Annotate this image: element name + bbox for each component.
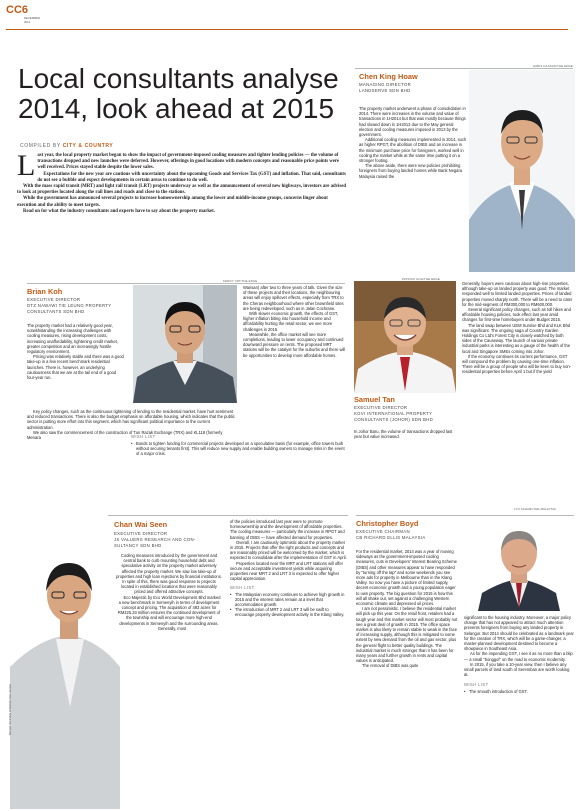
samuel-text-col-1	[354, 429, 454, 439]
page-title	[18, 64, 348, 124]
samuel-portrait-icon	[354, 281, 456, 393]
chen-paragraph-2: Additional cooling measures implemented in 2014, such as higher RPGT, the abolition of DIBS and an increase in the minimum purchase price for foreigners, worked well in cooling the market while at the same time putting it on a stronger footing.	[359, 137, 467, 164]
chan-role-1: EXECUTIVE DIRECTOR	[114, 531, 168, 536]
brian-paragraph-6: With slower economic growth, the effects of GST, higher inflation biting into household income and affordability hurting the retail sector, we see more challenges in 2015.	[243, 311, 339, 332]
boyd-paragraph-5: As for the impending GST, I see it as no more than a blip — a small "bonggol" on the road to economic modernity.	[464, 651, 573, 662]
brian-wishlist-title: WISH LIST	[131, 434, 156, 439]
boyd-photo	[464, 521, 574, 611]
samuel-role-1: EXECUTIVE DIRECTOR	[354, 405, 408, 410]
brian-text-col-1	[27, 323, 125, 380]
samuel-paragraph-4: The land swap between UEM Sunrise Bhd and KLK Bhd was significant. The ongoing saga of Country Garden Holdings Co Ltd's Forest City is closely watched by both sides of the Causeway. The launch of various private industrial parks is interesting as a gauge of the health of the local and Singapore SMEs coming into Johor.	[462, 322, 571, 354]
chan-wishlist-list	[230, 592, 348, 618]
brian-portrait-icon	[133, 285, 237, 403]
intro-paragraph-3: With the mass rapid transit (MRT) and light rail transit (LRT) projects underway as well as the announcement of several new highways, investors are advised to look at properties located along the rail lines and roads and close to the stations.	[17, 184, 347, 196]
boyd-role-2: CB RICHARD ELLIS MALAYSIA	[356, 535, 426, 540]
boyd-name: Christopher Boyd	[356, 519, 419, 528]
chan-paragraph-3: Generally, most	[157, 625, 187, 631]
chan-paragraph-4: of the policies introduced last year were to promote homeownership and the development of affordable properties. The cooling measures — particularly the increase in RPGT and banning of DIBS — have affected demand for properties.	[230, 519, 345, 540]
chen-text	[359, 106, 467, 179]
chen-portrait-icon	[469, 70, 575, 272]
byline-prefix: COMPILED BY	[20, 143, 61, 149]
chan-paragraph-1: Cooling measures introduced by the government and central bank to curb mounting household debt and speculative activity on the property market adversely affected the property market. We saw low take-up of properties and high loan rejections by financial institutions. In spite of this, there was good response to projects located in established locations that were reasonably priced and offered attractive concepts.	[116, 553, 222, 595]
boyd-paragraph-4: significant to the housing industry. Moreover, a major policy change that has not appeared to attract much attention prevents foreigners from buying any landed property in Selangor. But 2014 should be celebrated as a landmark year for the creation of TRX, which will be a game-changer, a master-planned development destined to become a showpiece in Southeast Asia.	[464, 615, 574, 652]
chan-wish-1: • The Malaysian economy continues to achieve high growth in 2015 and the interest rates remain at a level that accommodates growth.	[230, 592, 348, 608]
byline-author: CITY & COUNTRY	[62, 143, 114, 149]
issue-date-line-2: 2014	[24, 20, 31, 24]
boyd-wishlist-title: WISH LIST	[464, 682, 489, 688]
brian-paragraph-4: We also saw the commencement of the construction of Tun Razak Exchange (TRX) and KL118 (formerly Menara	[27, 429, 223, 441]
chan-wishlist-title: WISH LIST	[230, 585, 255, 591]
boyd-wishlist-list	[464, 689, 574, 694]
samuel-profile	[354, 277, 576, 511]
chan-photo-credit: MOHD SOPIAN OSMAN/THE EDGE	[8, 683, 12, 735]
header-rule	[6, 29, 568, 30]
chan-text-col-1	[116, 553, 222, 631]
chen-role-1: MANAGING DIRECTOR	[359, 82, 412, 87]
brian-text-col-2	[243, 285, 347, 358]
brian-photo-credit: KENNY YAP/THE EDGE	[223, 279, 258, 283]
chen-rule	[355, 68, 573, 69]
headline-line-2: 2014, look ahead at 2015	[18, 93, 335, 124]
issue-date-line-1: DECEMBER	[24, 16, 40, 20]
chan-profile	[10, 515, 350, 805]
chan-name: Chan Wai Seen	[114, 520, 168, 529]
chan-wish-2: • The introduction of MRT 2 and LRT 3 will be swift to encourage property development activity in the Klang Valley.	[230, 607, 348, 617]
chen-paragraph-1: The property market underwent a phase of consolidation in 2014. There were increases in the volume and value of transactions in 1H2014 but that was mostly because things had slowed down in 1H2013 due to the May general election and cooling measures imposed in 2013 by the government.	[359, 106, 466, 138]
samuel-photo	[354, 281, 456, 393]
samuel-paragraph-2: Generally, buyers were cautious about high-rise properties, although take-up on landed property was good. The market responded well to limited landed properties. Prices of landed properties moved sharply north. There will be a need to cater for the mid-segment of RM300,000 to RM600,000.	[462, 281, 573, 307]
intro-paragraph-4: While the government has announced several projects to increase homeownership among the lower and middle-income groups, concerns linger about execution and the ability to meet targets.	[17, 196, 328, 208]
intro-dropcap: L	[17, 149, 36, 182]
chan-photo	[10, 537, 120, 809]
samuel-paragraph-1: In Johor Baru, the volume of transactions dropped last year but value increased.	[354, 429, 453, 440]
chan-role-2: JS VALUERS RESEARCH AND CON-	[114, 537, 196, 542]
chen-paragraph-3: The above aside, there were new policies prohibiting foreigners from buying landed homes while Bank Negara Malaysia raised the	[359, 163, 463, 179]
chan-paragraph-5: Overall, I am cautiously optimistic about the property market in 2015. Projects that offer the right products and concepts and are reasonably priced will be welcomed by the market, which is expected to consolidate after the implementation of GST in April.	[230, 539, 347, 561]
samuel-photo-credit: PATRICK GOH/THE EDGE	[402, 277, 440, 281]
boyd-text-col-1	[356, 549, 458, 669]
boyd-wish-1: • The smooth introduction of GST.	[464, 689, 574, 694]
chen-profile	[355, 64, 575, 273]
brian-paragraph-1: The property market had a relatively good year, notwithstanding the increasing challenges with cooling measures, rising development costs, increasing unaffordability, tightening credit market, greater competition and an increasingly hostile regulatory environment.	[27, 323, 118, 355]
boyd-portrait-icon	[464, 521, 574, 611]
intro-paragraph-1: ast year, the local property market began to show the impact of government-imposed cooling measures and tighter lending policies — the volume of transactions dropped and new launches were deferred. However, offerings in good locations with modern concepts and reasonable price points were well received. Prices stayed stable despite the lower sales.	[37, 153, 340, 171]
chen-role-2: LANDSERVE SDN BHD	[359, 88, 411, 93]
chen-photo-credit: HARIS HASSAN/THE EDGE	[532, 64, 573, 68]
brian-wishlist	[131, 434, 347, 457]
boyd-role-1: EXECUTIVE CHAIRMAN	[356, 529, 410, 534]
section-label: CC6	[6, 4, 29, 16]
brian-name: Brian Koh	[27, 287, 63, 296]
chan-text-col-2	[230, 519, 348, 618]
brian-rule	[27, 283, 345, 284]
brian-paragraph-3: Key policy changes, such as the continuous tightening of lending to the residential market, have hurt sentiment and reduced transactions. There is also the budget emphasis on affordable housing, which indicates that the public sector is putting more effort into this segment, which has significant political importance to the current administration.	[27, 409, 235, 430]
brian-photo	[133, 285, 237, 403]
intro-block	[17, 149, 347, 265]
samuel-paragraph-5: If the economy continues its current performance, GST will compound the problem by causing one-time inflation. There will be a group of people who will be keen to buy non-residential properties before April 1 but if the yield	[462, 353, 572, 375]
samuel-text-col-2	[462, 281, 574, 375]
boyd-paragraph-1: For the residential market, 2014 was a year of moving sideways as the government-imposed cooling measures, cuts in Developers' Interest Bearing Scheme (DIBS) and other measures appear to have responded by "turning off the tap" and some weekends you see more ads for property in Melbourne than in the Klang Valley. So now you have a picture of limited supply, decent economic growth and a young population eager to own property. The big question for 2015 is how this will all shake out, set against a challenging Western economic climate and depressed oil prices.	[356, 549, 457, 607]
samuel-paragraph-3: Several significant policy changes, such as toll hikes and affordable housing policies, took effect last year amid changes for first-time homebuyers under Budget 2015.	[462, 307, 571, 323]
brian-role-2: DTZ NAWAWI TIE LEUNG PROPERTY	[27, 303, 112, 308]
brian-role-3: CONSULTANTS SDN BHD	[27, 309, 85, 314]
brian-wishlist-list	[131, 441, 347, 457]
brian-role-1: EXECUTIVE DIRECTOR	[27, 297, 81, 302]
chan-paragraph-6: Properties located near the MRT and LRT stations will offer secure and acceptable investment yields while acquiring properties near MRT 2 and LRT 3 is expected to offer higher capital appreciation.	[230, 560, 344, 582]
chan-paragraph-2: Eco Majestic by Eco World Development Bhd marked a new benchmark in Semenyih in terms of development concept and pricing. The acquisition of 493 acres for RM225.33 million ensures the continued development of the township and will encourage more high-end developments in Semenyih and the surrounding areas.	[117, 594, 221, 626]
section-tag	[6, 4, 40, 26]
samuel-role-2: KGVI INTERNATIONAL PROPERTY	[354, 411, 433, 416]
brian-wish-1: • Bonds to tighten funding for commercial projects developed on a speculative basis (for example, office towers built without securing tenants first). This will reduce new supply and enable building owners to manage risks in the event of a major crisis.	[131, 441, 347, 457]
brian-paragraph-2: Pricing was relatively stable and there was a good take-up in a few recent benchmark residential launches. There is, however, an underlying cautiousness that we are at the tail end of a good four-year run.	[27, 354, 124, 381]
brian-paragraph-5: Warisan) after two to three years of talk. Given the size of these projects and their locations, the neighbouring areas will enjoy spillover effects, especially from TRX to the Cheras neighbourhood where other brownfield sites are being redeveloped, such as in Jalan Cochrane.	[243, 285, 344, 311]
samuel-name: Samuel Tan	[354, 395, 395, 404]
boyd-paragraph-3: The removal of DIBS was quite	[362, 663, 419, 669]
chan-portrait-icon	[10, 537, 120, 809]
boyd-paragraph-2: I am not pessimistic. I believe the residential market will pick up this year. On the retail front, retailers had a tough year and this market sector will most probably not see a great deal of growth in 2015. The office space market is also likely to remain stable to weak in the face of increasing supply, although this is mitigated to some extent by new demand from the oil and gas sector, plus the general flight to better quality buildings. The industrial market is much stronger than it has been for many years and further growth in rents and capital values is anticipated.	[356, 606, 458, 664]
boyd-text-col-2	[464, 615, 574, 694]
brian-paragraph-7: Meanwhile, the office market will see more completions, leading to lower occupancy and continued downward pressure on rents. The proposed MRT stations will be the catalyst for the suburbs and there will be opportunities to develop more affordable homes.	[243, 331, 346, 358]
chan-rule	[108, 515, 348, 516]
chan-role-3: SULTANCY SDN BHD	[114, 543, 162, 548]
samuel-role-3: CONSULTANTS (JOHOR) SDN BHD	[354, 417, 434, 422]
boyd-profile	[356, 515, 576, 809]
boyd-rule	[356, 515, 574, 516]
chen-name: Chen King Hoaw	[359, 72, 418, 81]
chen-photo	[469, 70, 575, 272]
samuel-photo-credit-2: LYN SAHARI/THE MALAYSIA	[514, 507, 556, 511]
boyd-paragraph-6: In 2015, if you take a 10-year view, then I believe any small parcels of land south of Seremban are worth looking at.	[464, 661, 570, 678]
brian-profile	[27, 279, 347, 513]
intro-paragraph-5: Read on for what the industry consultants and experts have to say about the property market.	[23, 208, 215, 214]
headline-line-1: Local consultants analyse	[18, 63, 339, 94]
intro-paragraph-2: Expectations for the new year are cautious with uncertainty about the upcoming Goods and Services Tax (GST) and inflation. That said, consultants do not see a bubble and expect developments in certain areas to continue to do well.	[37, 171, 346, 183]
